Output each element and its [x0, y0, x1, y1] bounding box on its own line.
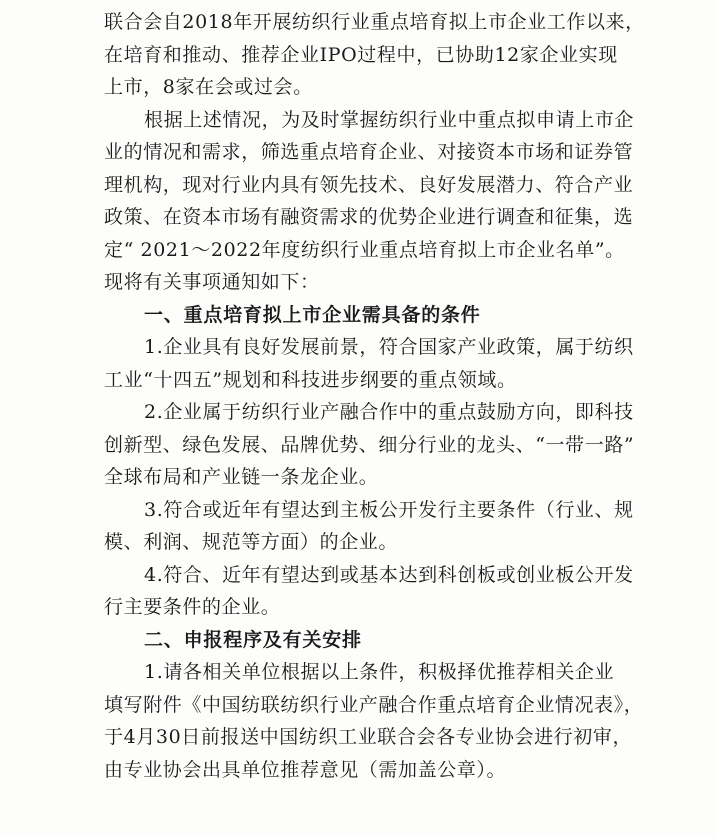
body-line: 定“ 2021～2022年度纺织行业重点培育拟上市企业名单”。	[104, 238, 625, 261]
body-line: 理机构，现对行业内具有领先技术、良好发展潜力、符合产业	[104, 173, 634, 196]
body-line: 业的情况和需求，筛选重点培育企业、对接资本市场和证券管	[104, 141, 634, 163]
list-item-3: 3.符合或近年有望达到主板公开发行主要条件（行业、规	[144, 498, 634, 521]
body-line: 上市，8家在会或过会。	[104, 76, 313, 98]
body-line: 创新型、绿色发展、品牌优势、细分行业的龙头、“一带一路”	[104, 433, 635, 456]
paragraph-line: 根据上述情况，为及时掌握纺织行业中重点拟申请上市企	[144, 108, 635, 131]
body-line: 于4月30日前报送中国纺织工业联合会各专业协会进行初审，	[104, 726, 633, 748]
body-line: 模、利润、规范等方面）的企业。	[104, 531, 399, 553]
list-item-5: 1.请各相关单位根据以上条件，积极择优推荐相关企业	[144, 661, 615, 683]
body-line: 由专业协会出具单位推荐意见（需加盖公章）。	[104, 758, 507, 781]
list-item-4: 4.符合、近年有望达到或基本达到科创板或创业板公开发	[144, 563, 634, 586]
body-line: 工业“十四五”规划和科技进步纲要的重点领域。	[104, 368, 517, 391]
body-line: 行主要条件的企业。	[104, 596, 281, 618]
body-line: 现将有关事项通知如下：	[104, 271, 320, 293]
list-item-2: 2.企业属于纺织行业产融合作中的重点鼓励方向，即科技	[144, 401, 634, 423]
body-line: 在培育和推动、推荐企业IPO过程中，已协助12家企业实现	[104, 43, 618, 66]
body-line: 全球布局和产业链一条龙企业。	[104, 466, 379, 488]
list-item-1: 1.企业具有良好发展前景，符合国家产业政策，属于纺织	[144, 336, 634, 358]
section-heading-2: 二、申报程序及有关安排	[144, 628, 362, 651]
section-heading-1: 一、重点培育拟上市企业需具备的条件	[144, 303, 481, 326]
body-line: 联合会自2018年开展纺织行业重点培育拟上市企业工作以来，	[104, 11, 645, 33]
body-line: 政策、在资本市场有融资需求的优势企业进行调查和征集，选	[104, 206, 634, 228]
body-line: 填写附件《中国纺联纺织行业产融合作重点培育企业情况表》，	[104, 693, 644, 716]
